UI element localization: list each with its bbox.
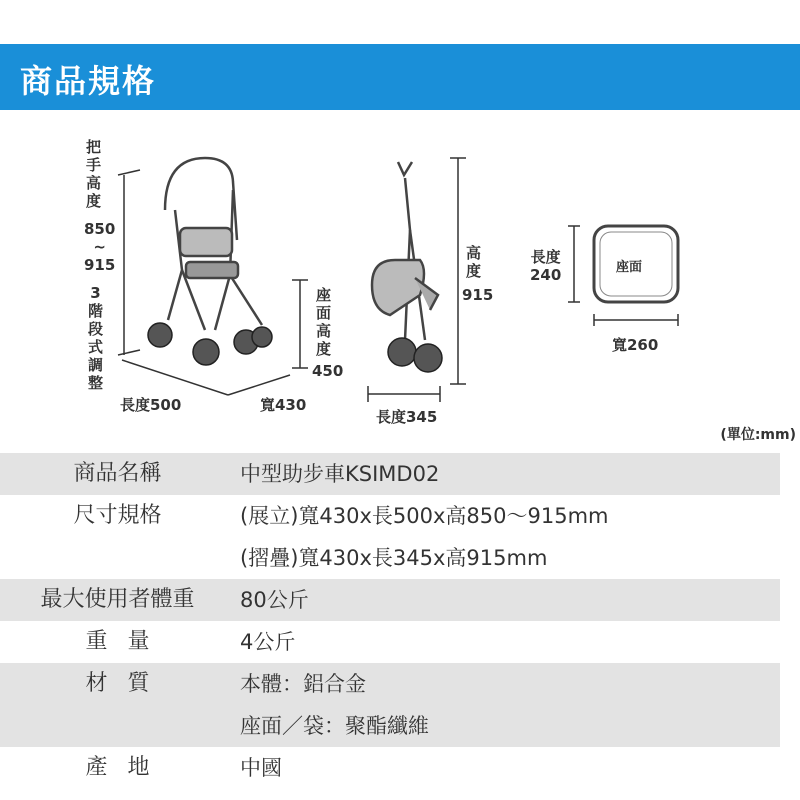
spec-value: (展立)寬430x長500x高850～915mm: [240, 504, 609, 528]
spec-value: 80公斤: [240, 588, 309, 612]
handle-height-value: 850 ~ 915: [84, 220, 116, 274]
seat-height-value: 450: [312, 362, 344, 380]
spec-row-origin: [0, 747, 780, 789]
fold-height-label: 高 度: [466, 244, 482, 280]
spec-row-max-weight: [0, 579, 780, 621]
spec-key: 產地: [85, 755, 170, 780]
handle-height-label: 把 手 高 度: [86, 138, 102, 210]
width-open-label: 寬430: [260, 396, 307, 414]
spec-key: 材質: [85, 671, 170, 696]
open-walker-icon: [165, 158, 262, 330]
dimension-diagram: [0, 120, 800, 450]
length-fold-label: 長度345: [376, 408, 438, 426]
unit-label: (單位:mm): [720, 427, 796, 443]
spec-row-name: [0, 453, 780, 495]
spec-row-weight: [0, 621, 780, 663]
seat-width-label: 寬260: [612, 336, 659, 354]
spec-value: 4公斤: [240, 630, 296, 654]
spec-key: 重量: [85, 629, 170, 654]
spec-value: (摺疊)寬430x長345x高915mm: [240, 546, 548, 570]
spec-value: 中國: [240, 756, 282, 780]
spec-key: 尺寸規格: [73, 503, 162, 528]
spec-key: 商品名稱: [73, 461, 162, 486]
spec-key: 最大使用者體重: [40, 587, 195, 612]
folded-walker-icon: [372, 162, 438, 340]
seat-top-view: [568, 226, 678, 326]
spec-value: 座面／袋：聚酯纖維: [240, 714, 429, 738]
length-open-label: 長度500: [120, 396, 182, 414]
seat-length-label: 長度 240: [530, 248, 562, 284]
fold-height-value: 915: [462, 286, 494, 304]
open-walker-wheels: [148, 323, 272, 365]
seat-height-label: 座 面 高 度: [316, 286, 332, 358]
seat-label: 座面: [616, 260, 643, 275]
spec-value: 本體：鋁合金: [240, 672, 366, 696]
spec-row-size: [0, 495, 780, 579]
folded-walker-wheels: [388, 338, 442, 372]
header-bar: [0, 44, 800, 110]
spec-row-material: [0, 663, 780, 747]
page-title: 商品規格: [20, 62, 157, 100]
adjust-label: 3 階 段 式 調 整: [88, 284, 104, 392]
spec-value: 中型助步車KSIMD02: [240, 462, 440, 486]
spec-table: [0, 453, 780, 789]
